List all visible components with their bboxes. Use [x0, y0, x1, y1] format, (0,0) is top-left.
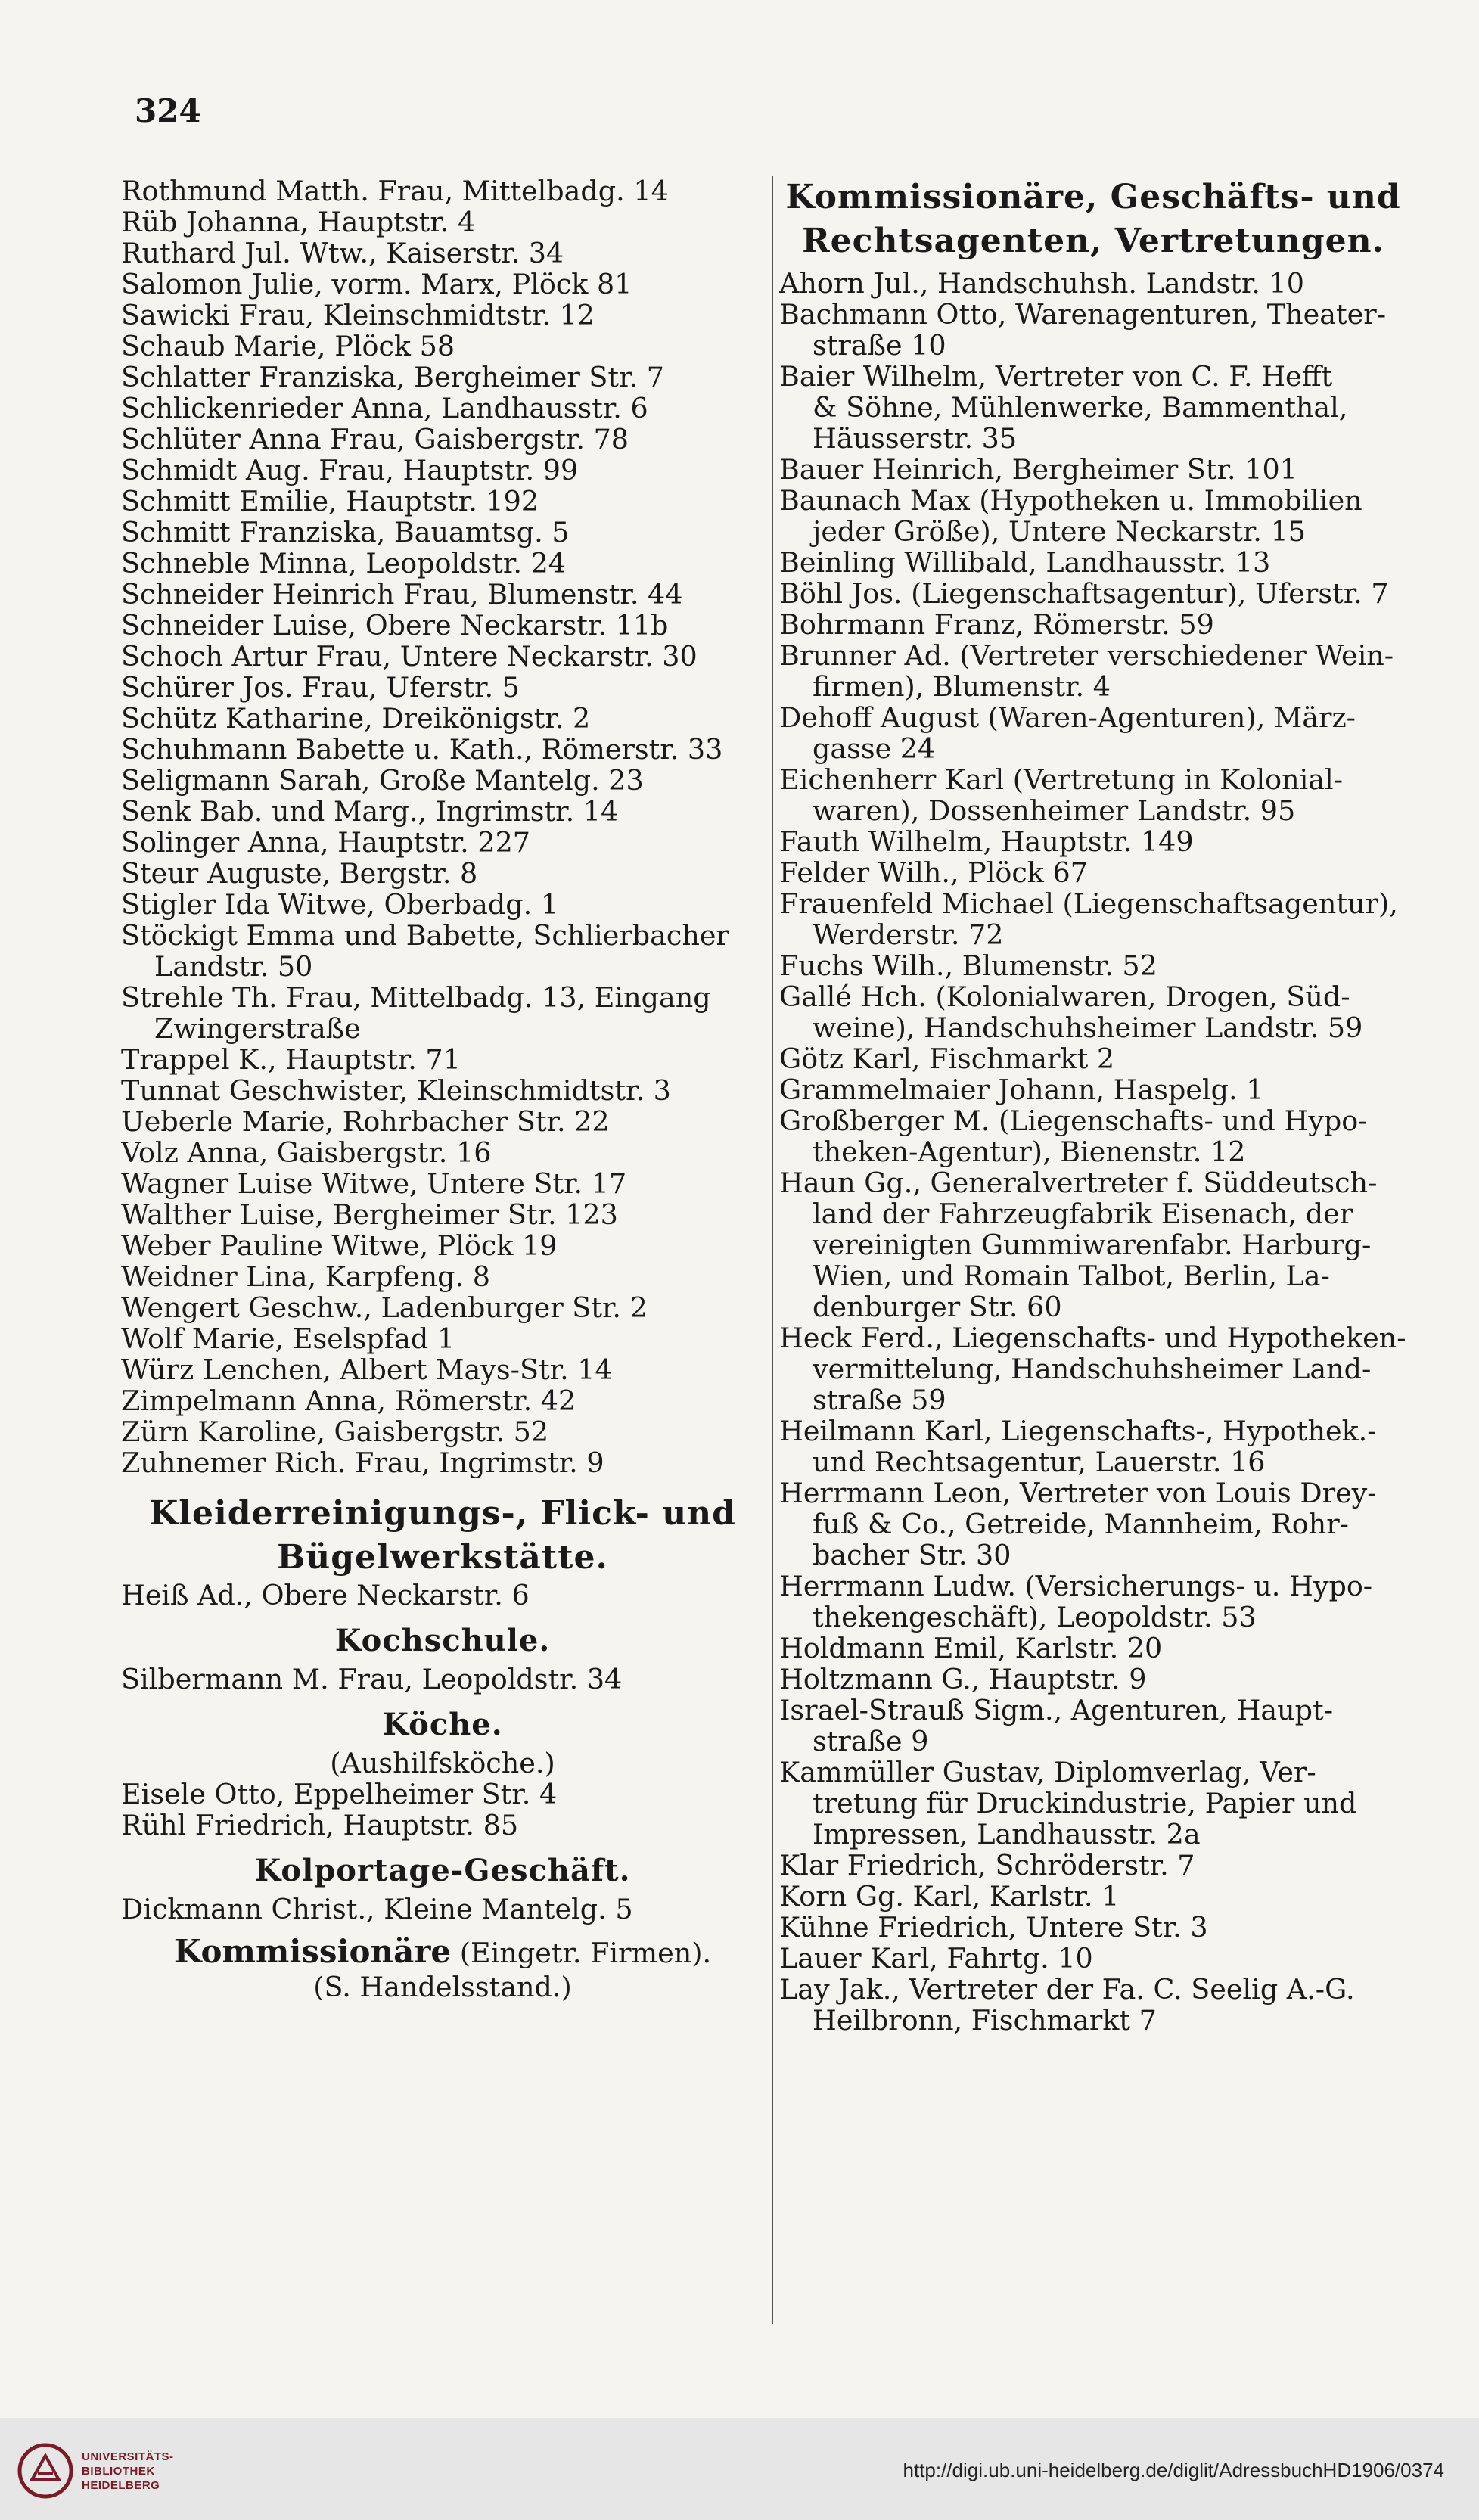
directory-entry: Herrmann Leon, Vertreter von Louis Drey-: [779, 1478, 1377, 1509]
directory-entry-continuation: waren), Dossenheimer Landstr. 95: [813, 795, 1296, 826]
directory-entry: Großberger M. (Liegenschafts- und Hypo-: [779, 1105, 1368, 1136]
directory-entry: Ruthard Jul. Wtw., Kaiserstr. 34: [121, 238, 564, 269]
directory-entry-continuation: fuß & Co., Getreide, Mannheim, Rohr-: [813, 1509, 1349, 1540]
directory-entry: Seligmann Sarah, Große Mantelg. 23: [121, 765, 644, 796]
column-divider: [772, 176, 773, 2324]
directory-entry: Fuchs Wilh., Blumenstr. 52: [779, 950, 1157, 981]
directory-entry-continuation: straße 59: [813, 1384, 946, 1415]
kommissionaere-note: (Eingetr. Firmen).: [459, 1937, 712, 1969]
directory-entry: Holtzmann G., Hauptstr. 9: [779, 1664, 1147, 1695]
directory-entry: Silbermann M. Frau, Leopoldstr. 34: [121, 1664, 623, 1695]
directory-entry-continuation: straße 9: [813, 1726, 929, 1757]
directory-entry: Baunach Max (Hypotheken u. Immobilien: [779, 485, 1362, 516]
directory-entry: Schaub Marie, Plöck 58: [121, 331, 455, 362]
directory-entry-continuation: bacher Str. 30: [813, 1540, 1011, 1571]
directory-entry-continuation: Heilbronn, Fischmarkt 7: [813, 2005, 1157, 2036]
cross-reference: (S. Handelsstand.): [313, 1972, 572, 2003]
directory-entry: Herrmann Ludw. (Versicherungs- u. Hypo-: [779, 1571, 1373, 1602]
directory-entry: Baier Wilhelm, Vertreter von C. F. Hefft: [779, 361, 1333, 392]
names-block: [121, 176, 764, 1478]
directory-entry: Haun Gg., Generalvertreter f. Süddeutsch-: [779, 1167, 1378, 1198]
section-heading-kolportage: Kolportage-Geschäft.: [254, 1853, 631, 1888]
directory-entry-continuation: & Söhne, Mühlenwerke, Bammenthal,: [813, 392, 1348, 423]
library-name-line: HEIDELBERG: [82, 2479, 160, 2492]
directory-entry: Rühl Friedrich, Hauptstr. 85: [121, 1810, 519, 1841]
directory-entry: Schlickenrieder Anna, Landhausstr. 6: [121, 393, 648, 424]
directory-entry: Böhl Jos. (Liegenschaftsagentur), Uferstr. 7: [779, 578, 1389, 609]
directory-entry: Kühne Friedrich, Untere Str. 3: [779, 1912, 1208, 1943]
right-column: [779, 176, 1407, 2036]
directory-entry: Grammelmaier Johann, Haspelg. 1: [779, 1074, 1264, 1105]
section-heading-kleiderreinigung-2: Bügelwerkstätte.: [277, 1538, 608, 1577]
directory-entry: Wagner Luise Witwe, Untere Str. 17: [121, 1168, 627, 1199]
directory-entry: Wengert Geschw., Ladenburger Str. 2: [121, 1292, 648, 1323]
directory-entry-continuation: tretung für Druckindustrie, Papier und: [813, 1788, 1357, 1819]
section-heading-kleiderreinigung: Kleiderreinigungs-, Flick- und: [149, 1494, 736, 1533]
directory-entry-continuation: Zwingerstraße: [154, 1013, 361, 1044]
section-heading-koeche: Köche.: [382, 1707, 503, 1742]
directory-entry: Walther Luise, Bergheimer Str. 123: [121, 1199, 618, 1230]
directory-entry-continuation: Impressen, Landhausstr. 2a: [813, 1819, 1201, 1850]
directory-entry: Zimpelmann Anna, Römerstr. 42: [121, 1385, 576, 1416]
directory-entry-continuation: jeder Größe), Untere Neckarstr. 15: [813, 516, 1306, 547]
directory-entry-continuation: firmen), Blumenstr. 4: [813, 671, 1111, 702]
library-name-line: BIBLIOTHEK: [82, 2465, 155, 2478]
directory-entry: Trappel K., Hauptstr. 71: [121, 1044, 461, 1075]
directory-entry: Weber Pauline Witwe, Plöck 19: [121, 1230, 558, 1261]
directory-entry: Schneider Luise, Obere Neckarstr. 11b: [121, 610, 669, 641]
directory-entry: Schlüter Anna Frau, Gaisbergstr. 78: [121, 424, 629, 455]
directory-entry: Zürn Karoline, Gaisbergstr. 52: [121, 1416, 549, 1447]
page-number: 324: [135, 92, 201, 129]
directory-entry: Volz Anna, Gaisbergstr. 16: [121, 1137, 492, 1168]
section-heading-kommissionaere: Kommissionäre: [173, 1933, 452, 1970]
directory-entry-continuation: Landstr. 50: [154, 951, 313, 982]
directory-entry: Solinger Anna, Hauptstr. 227: [121, 827, 531, 858]
directory-entry-continuation: land der Fahrzeugfabrik Eisenach, der: [813, 1198, 1353, 1229]
directory-entry: Dehoff August (Waren-Agenturen), März-: [779, 702, 1356, 733]
directory-entry: Schlatter Franziska, Bergheimer Str. 7: [121, 362, 664, 393]
directory-entry: Schmitt Franziska, Bauamtsg. 5: [121, 517, 570, 548]
directory-entry: Lay Jak., Vertreter der Fa. C. Seelig A.-G.: [779, 1974, 1355, 2005]
directory-entry: Kammüller Gustav, Diplomverlag, Ver-: [779, 1757, 1316, 1788]
directory-entry-continuation: denburger Str. 60: [813, 1291, 1062, 1322]
directory-entry: Schütz Katharine, Dreikönigstr. 2: [121, 703, 591, 734]
directory-entry: Klar Friedrich, Schröderstr. 7: [779, 1850, 1195, 1881]
directory-entry: Heiß Ad., Obere Neckarstr. 6: [121, 1580, 530, 1611]
directory-entry: Ahorn Jul., Handschuhsh. Landstr. 10: [779, 268, 1304, 299]
library-name-line: UNIVERSITÄTS-: [82, 2450, 174, 2463]
directory-entry: Salomon Julie, vorm. Marx, Plöck 81: [121, 269, 632, 300]
section-heading-kommissionaere-line: [121, 1932, 764, 1972]
directory-entry: Dickmann Christ., Kleine Mantelg. 5: [121, 1894, 633, 1925]
directory-entry: Schmitt Emilie, Hauptstr. 192: [121, 486, 539, 517]
directory-entry: Schürer Jos. Frau, Uferstr. 5: [121, 672, 520, 703]
directory-entry-continuation: theken-Agentur), Bienenstr. 12: [813, 1136, 1246, 1167]
directory-entry-continuation: thekengeschäft), Leopoldstr. 53: [813, 1602, 1257, 1633]
university-library-logo-icon: [15, 2441, 76, 2501]
directory-entry-continuation: weine), Handschuhsheimer Landstr. 59: [813, 1012, 1363, 1043]
directory-entry: Lauer Karl, Fahrtg. 10: [779, 1943, 1093, 1974]
directory-entry: Bachmann Otto, Warenagenturen, Theater-: [779, 299, 1387, 330]
directory-entry: Gallé Hch. (Kolonialwaren, Drogen, Süd-: [779, 981, 1350, 1012]
directory-entry: Beinling Willibald, Landhausstr. 13: [779, 547, 1271, 578]
directory-entry: Bauer Heinrich, Bergheimer Str. 101: [779, 454, 1297, 485]
left-column: [121, 176, 764, 2003]
footer-bar: [0, 2418, 1479, 2520]
directory-entry-continuation: Wien, und Romain Talbot, Berlin, La-: [813, 1260, 1330, 1291]
directory-entry: Steur Auguste, Bergstr. 8: [121, 858, 478, 889]
directory-entry: Schuhmann Babette u. Kath., Römerstr. 33: [121, 734, 723, 765]
directory-entry: Heilmann Karl, Liegenschafts-, Hypothek.-: [779, 1415, 1377, 1446]
section-subheading: (Aushilfsköche.): [330, 1748, 555, 1779]
directory-entry: Stigler Ida Witwe, Oberbadg. 1: [121, 889, 559, 920]
directory-entry: Strehle Th. Frau, Mittelbadg. 13, Eingang: [121, 982, 711, 1013]
directory-entry-continuation: vermittelung, Handschuhsheimer Land-: [813, 1353, 1372, 1384]
directory-entry: Felder Wilh., Plöck 67: [779, 857, 1088, 888]
directory-entry-continuation: Häusserstr. 35: [813, 423, 1018, 454]
directory-entry-continuation: und Rechtsagentur, Lauerstr. 16: [813, 1446, 1266, 1478]
directory-entry: Sawicki Frau, Kleinschmidtstr. 12: [121, 300, 595, 331]
directory-entry-continuation: vereinigten Gummiwarenfabr. Harburg-: [813, 1229, 1372, 1260]
directory-entry: Tunnat Geschwister, Kleinschmidtstr. 3: [121, 1075, 671, 1106]
directory-entry: Schoch Artur Frau, Untere Neckarstr. 30: [121, 641, 698, 672]
directory-entry: Rüb Johanna, Hauptstr. 4: [121, 207, 476, 238]
directory-entry: Stöckigt Emma und Babette, Schlierbacher: [121, 920, 729, 951]
directory-entry-continuation: gasse 24: [813, 733, 936, 764]
directory-entry: Holdmann Emil, Karlstr. 20: [779, 1633, 1163, 1664]
directory-entry: Götz Karl, Fischmarkt 2: [779, 1043, 1115, 1074]
directory-entry: Schneider Heinrich Frau, Blumenstr. 44: [121, 579, 683, 610]
directory-entry: Rothmund Matth. Frau, Mittelbadg. 14: [121, 176, 669, 207]
directory-entry: Israel-Strauß Sigm., Agenturen, Haupt-: [779, 1695, 1334, 1726]
directory-entry: Ueberle Marie, Rohrbacher Str. 22: [121, 1106, 610, 1137]
section-heading-kochschule: Kochschule.: [334, 1623, 551, 1658]
directory-entry: Zuhnemer Rich. Frau, Ingrimstr. 9: [121, 1447, 604, 1478]
directory-entry: Senk Bab. und Marg., Ingrimstr. 14: [121, 796, 619, 827]
directory-entry: Weidner Lina, Karpfeng. 8: [121, 1261, 490, 1292]
directory-entry: Würz Lenchen, Albert Mays-Str. 14: [121, 1354, 613, 1385]
directory-entry: Korn Gg. Karl, Karlstr. 1: [779, 1881, 1120, 1912]
source-url-link[interactable]: http://digi.ub.uni-heidelberg.de/diglit/AdressbuchHD1906/0374: [903, 2459, 1444, 2481]
directory-entry: Wolf Marie, Eselspfad 1: [121, 1323, 455, 1354]
section-heading-rechtsagenten: Rechtsagenten, Vertretungen.: [802, 222, 1384, 260]
directory-entry: Brunner Ad. (Vertreter verschiedener Wein-: [779, 640, 1394, 671]
directory-entry: Eichenherr Karl (Vertretung in Kolonial-: [779, 764, 1344, 795]
section-heading-kommissionaere-geschaeftsagenten: Kommissionäre, Geschäfts- und: [785, 178, 1401, 216]
directory-entry: Heck Ferd., Liegenschafts- und Hypotheken-: [779, 1322, 1406, 1353]
library-name: [82, 2450, 174, 2493]
directory-entry: Fauth Wilhelm, Hauptstr. 149: [779, 826, 1194, 857]
directory-entry: Frauenfeld Michael (Liegenschaftsagentur),: [779, 888, 1398, 919]
directory-entry-continuation: Werderstr. 72: [813, 919, 1004, 950]
directory-entry: Schneble Minna, Leopoldstr. 24: [121, 548, 567, 579]
directory-entry: Bohrmann Franz, Römerstr. 59: [779, 609, 1214, 640]
directory-entry: Eisele Otto, Eppelheimer Str. 4: [121, 1779, 558, 1810]
directory-entry: Schmidt Aug. Frau, Hauptstr. 99: [121, 455, 579, 486]
directory-entry-continuation: straße 10: [813, 330, 946, 361]
